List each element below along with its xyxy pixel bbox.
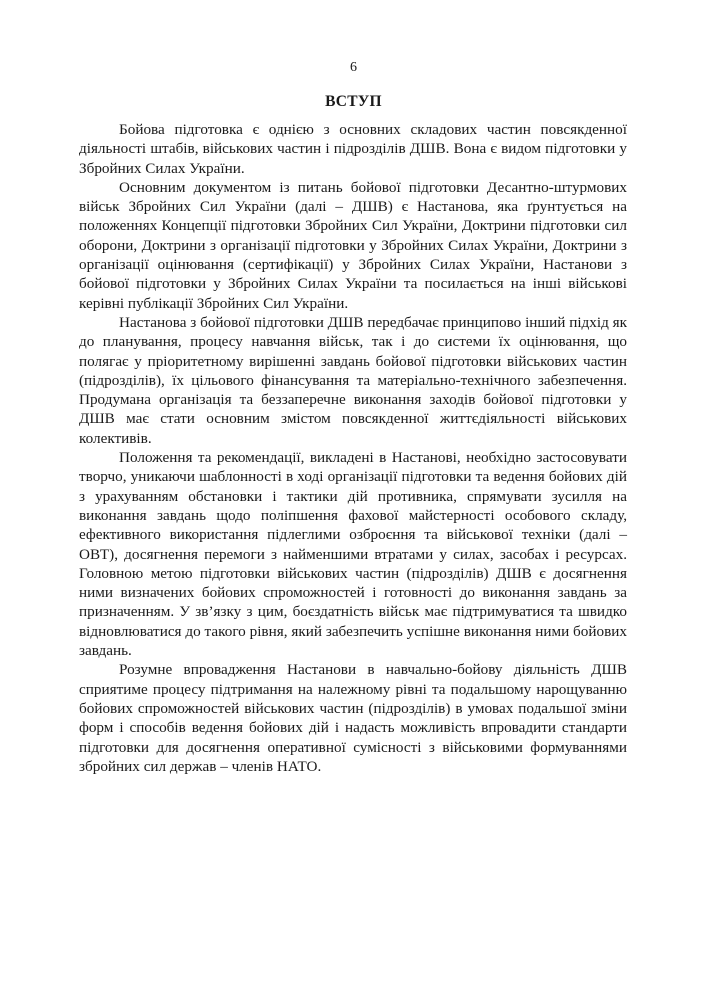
paragraph-1: Бойова підготовка є однією з основних складових частин повсякденної діяльності штабів, військових частин і підрозділів ДШВ. Вона є видом підготовки у Збройних Силах України. <box>79 121 627 177</box>
paragraph-4: Положення та рекомендації, викладені в Настанові, необхідно застосовувати творчо, уникаючи шаблонності в ході організації підготовки та ведення бойових дій з урахуванням обстановки і тактики дій противника, спрямувати зусилля на виконання завдань щодо поліпшення фахової майстерності особового складу, ефективного використання підлеглими озброєння та військової техніки (далі – ОВТ), досягнення перемоги з найменшими втратами у силах, засобах і ресурсах. Головною метою підготовки військових частин (підрозділів) ДШВ є досягнення ними визначених бойових спроможностей і готовності до виконання завдань за призначенням. У зв’язку з цим, боєздатність військ має підтримуватися та швидко відновлюватися до такого рівня, який забезпечить успішне виконання ними бойових завдань. <box>79 449 627 660</box>
body-text <box>79 120 627 776</box>
paragraph-3: Настанова з бойової підготовки ДШВ передбачає принципово інший підхід як до планування, процесу навчання військ, так і до системи їх оцінювання, що полягає у пріоритетному вирішенні завдань бойової підготовки військових частин (підрозділів), їх цільового фінансування та матеріально-технічного забезпечення. Продумана організація та беззаперечне виконання заходів бойової підготовки у ДШВ має стати основним змістом повсякденної життєдіяльності військових колективів. <box>79 313 627 447</box>
page-number: 6 <box>350 60 357 75</box>
section-heading: ВСТУП <box>325 93 382 110</box>
paragraph-2: Основним документом із питань бойової підготовки Десантно-штурмових військ Збройних Сил України (далі – ДШВ) є Настанова, яка ґрунтується на положеннях Концепції підготовки Збройних Сил України, Доктрини підготовки сил оборони, Доктрини з організації підготовки у Збройних Силах України, Доктрини з організації оцінювання (сертифікації) у Збройних Силах України, Настанови з бойової підготовки у Збройних Силах України та посилається на інші військові керівні публікації Збройних Сил України. <box>79 178 627 312</box>
paragraph-5: Розумне впровадження Настанови в навчально-бойову діяльність ДШВ сприятиме процесу підтримання на належному рівні та подальшому нарощуванню бойових спроможностей військових частин (підрозділів) в умовах подальшої зміни форм і способів ведення бойових дій і надасть можливість впровадити стандарти підготовки для досягнення оперативної сумісності з військовими формуваннями збройних сил держав – членів НАТО. <box>79 661 627 775</box>
